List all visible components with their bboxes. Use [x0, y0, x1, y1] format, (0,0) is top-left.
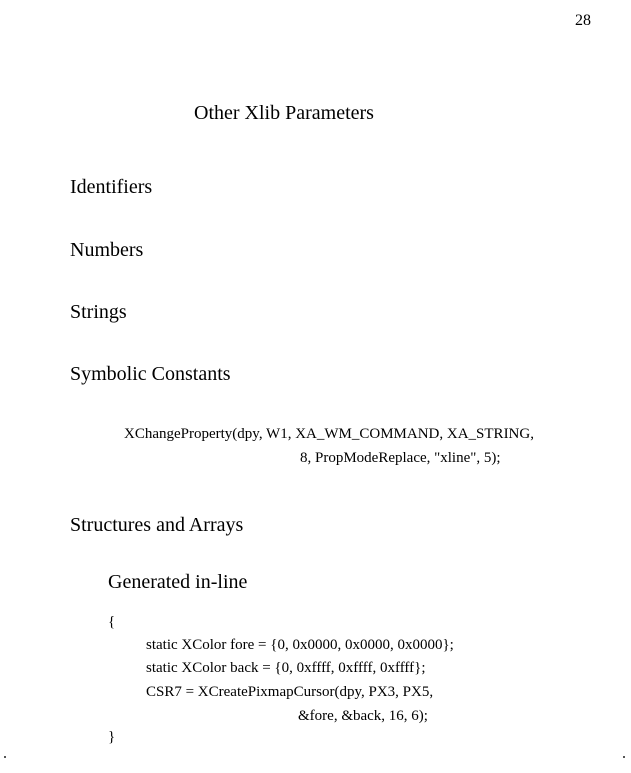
code-line: &fore, &back, 16, 6); [298, 708, 428, 724]
section-heading-symbolic-constants: Symbolic Constants [70, 363, 231, 385]
code-line: CSR7 = XCreatePixmapCursor(dpy, PX3, PX5, [146, 684, 434, 700]
section-heading-numbers: Numbers [70, 239, 144, 261]
section-heading-identifiers: Identifiers [70, 176, 153, 198]
scan-mark [623, 756, 625, 758]
section-heading-structures-and-arrays: Structures and Arrays [70, 514, 244, 536]
code-line: XChangeProperty(dpy, W1, XA_WM_COMMAND, XA_STRING, [124, 426, 534, 442]
code-line: 8, PropModeReplace, "xline", 5); [300, 450, 501, 466]
page-title: Other Xlib Parameters [194, 102, 374, 124]
scan-mark [4, 756, 6, 758]
code-open-brace: { [108, 614, 116, 630]
code-line: static XColor fore = {0, 0x0000, 0x0000, 0x0000}; [146, 637, 454, 653]
page-number: 28 [575, 12, 591, 29]
section-heading-strings: Strings [70, 301, 127, 323]
code-line: static XColor back = {0, 0xffff, 0xffff, 0xffff}; [146, 660, 426, 676]
code-close-brace: } [108, 729, 116, 745]
subheading-generated-in-line: Generated in-line [108, 571, 248, 593]
